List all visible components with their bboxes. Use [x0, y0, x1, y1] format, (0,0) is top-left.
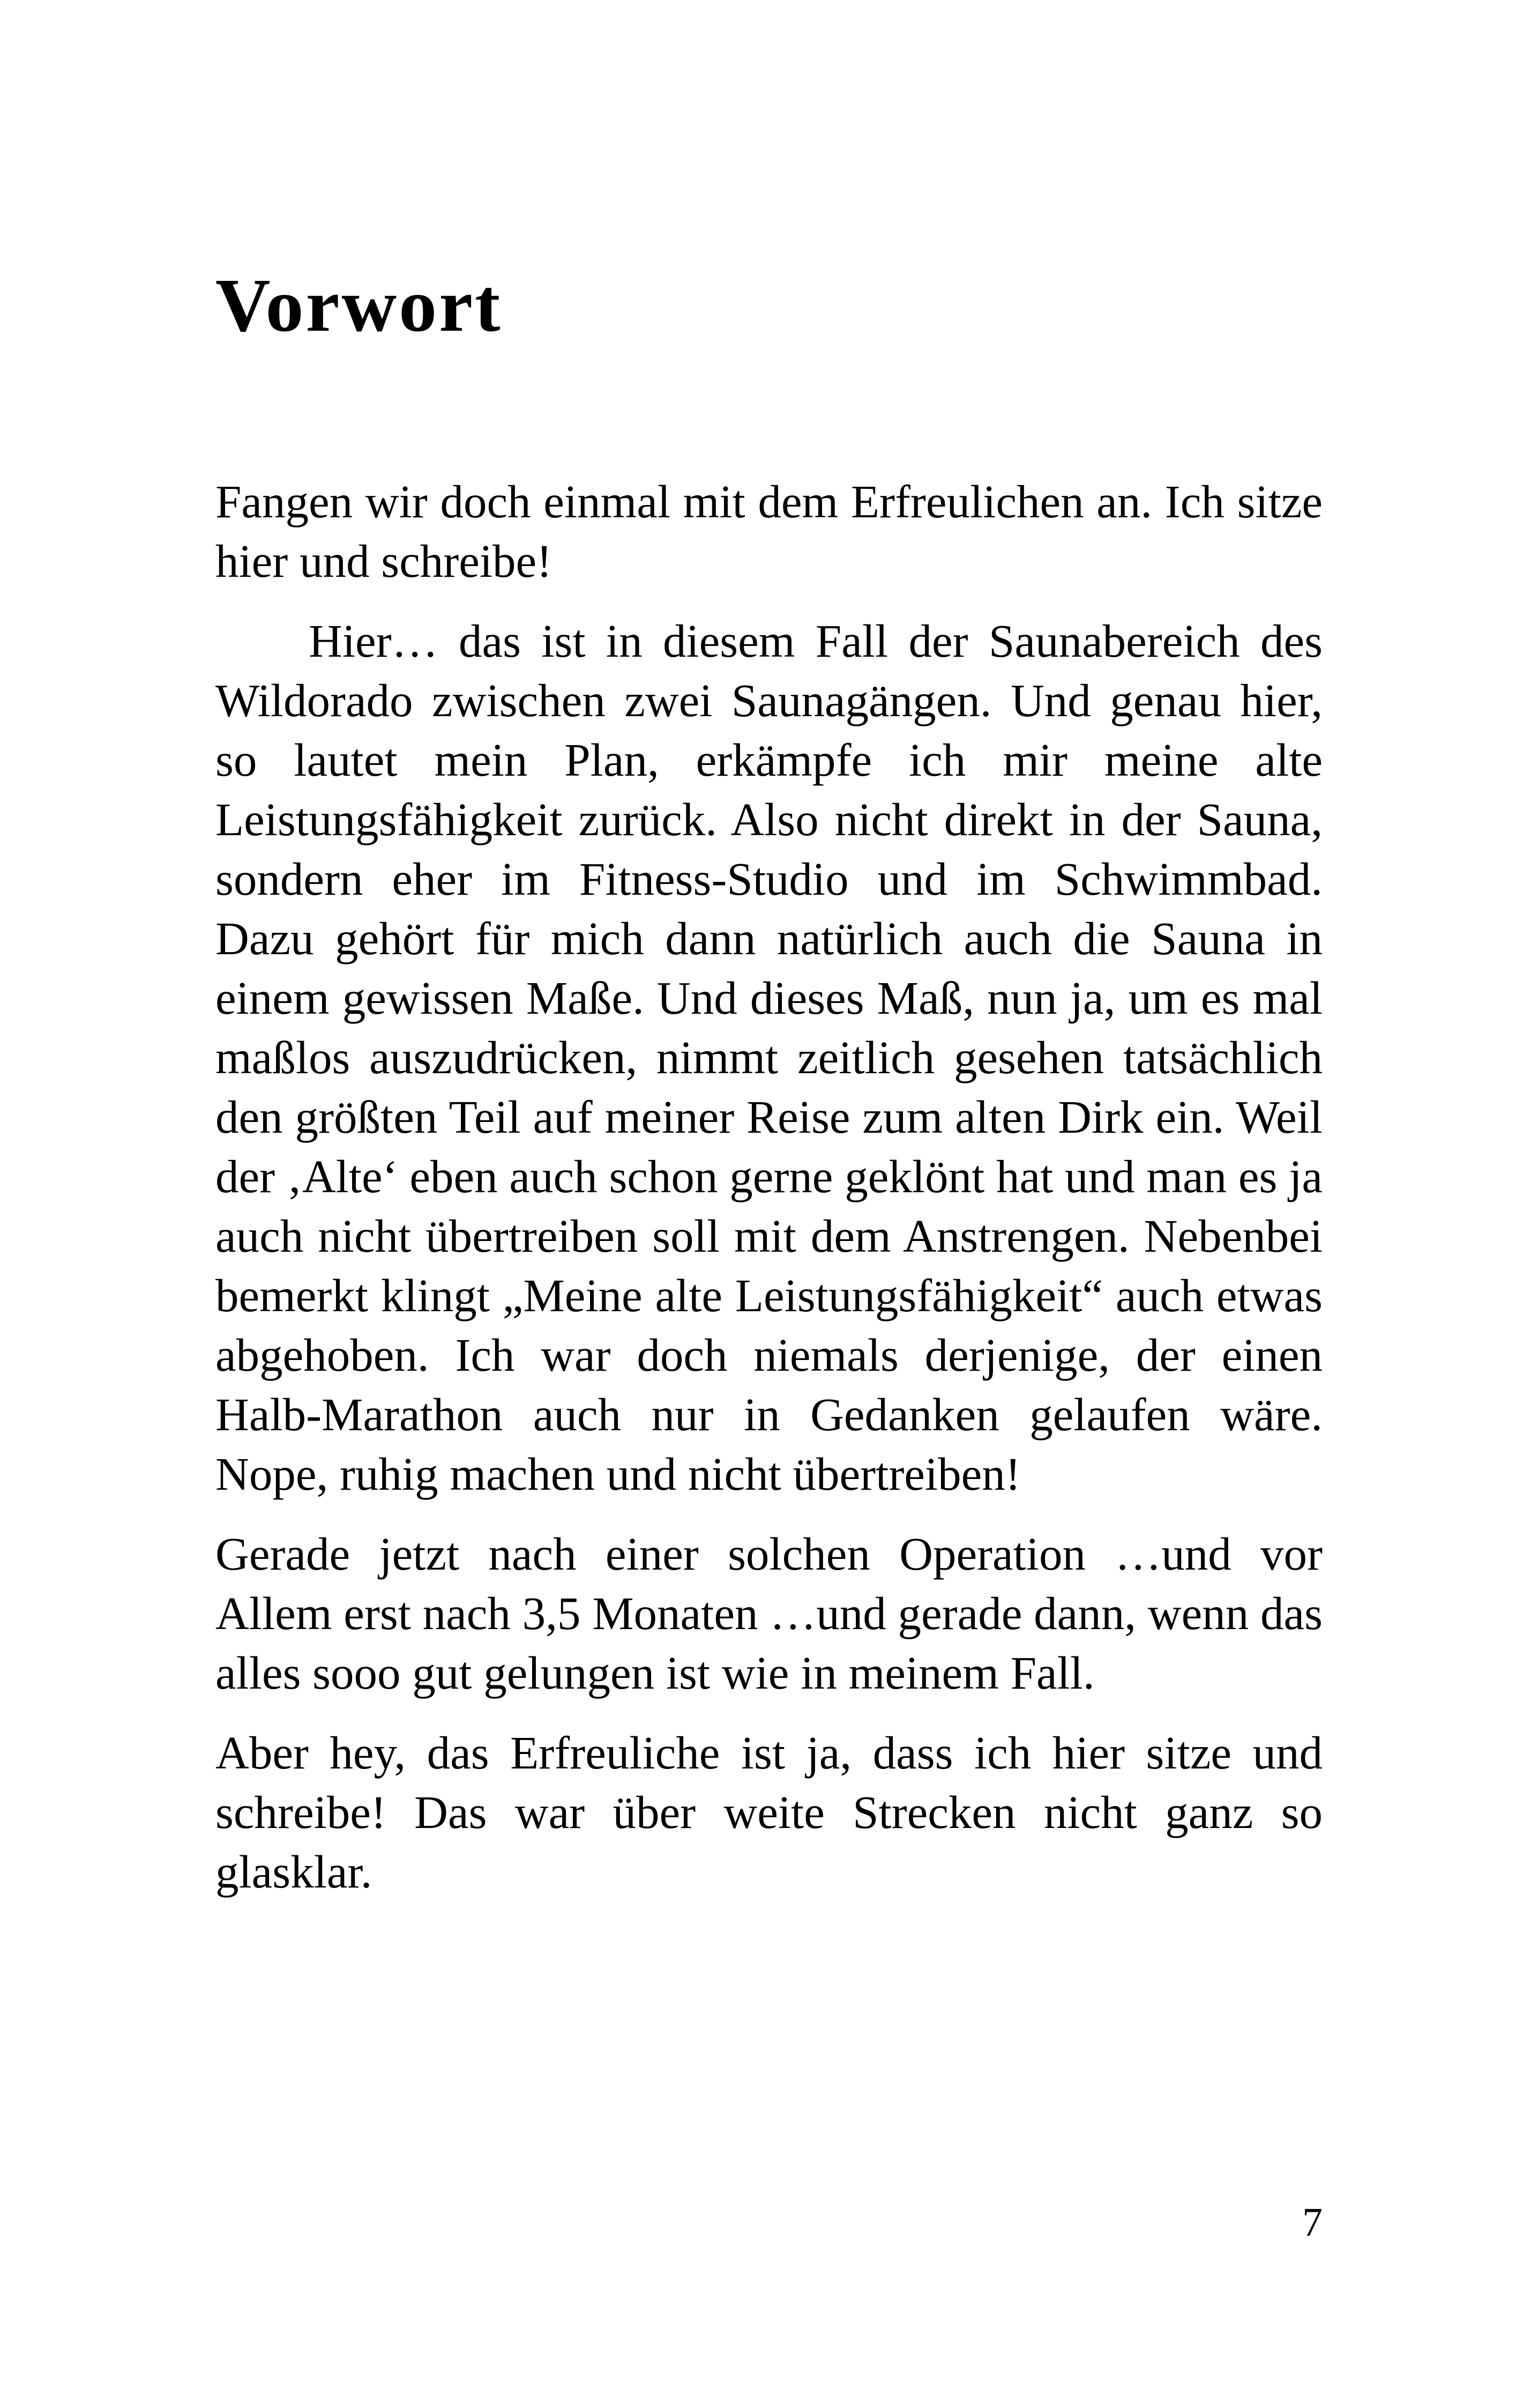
chapter-title: Vorwort: [215, 263, 503, 347]
book-page: [215, 0, 1323, 2408]
paragraph-3: Gerade jetzt nach einer solchen Operation …und vor Allem erst nach 3,5 Monaten …und gerade dann, wenn das alles sooo gut gelungen ist wie in meinem Fall.: [215, 1528, 1323, 1699]
paragraph-4: Aber hey, das Erfreuliche ist ja, dass ich hier sitze und schreibe! Das war über weite Strecken nicht ganz so glasklar.: [215, 1727, 1323, 1898]
paragraph-2: Hier… das ist in diesem Fall der Saunabereich des Wildorado zwischen zwei Saunagängen. Und genau hier, so lautet mein Plan, erkämpfe ich mir meine alte Leistungsfähigkeit zurück. Also nicht direkt in der Sauna, sondern eher im Fitness-Studio und im Schwimmbad. Dazu gehört für mich dann natürlich auch die Sauna in einem gewissen Maße. Und dieses Maß, nun ja, um es mal maßlos auszudrücken, nimmt zeitlich gesehen tatsächlich den größten Teil auf meiner Reise zum alten Dirk ein. Weil der ‚Alte‘ eben auch schon gerne geklönt hat und man es ja auch nicht übertreiben soll mit dem Anstrengen. Nebenbei bemerkt klingt „Meine alte Leistungsfähigkeit“ auch etwas abgehoben. Ich war doch niemals derjenige, der einen Halb-Marathon auch nur in Gedanken gelaufen wäre. Nope, ruhig machen und nicht übertreiben!: [215, 615, 1323, 1500]
paragraph-1: Fangen wir doch einmal mit dem Erfreulichen an. Ich sitze hier und schreibe!: [215, 475, 1323, 587]
body-text: [215, 472, 1323, 1922]
page-number: 7: [1302, 2200, 1323, 2245]
